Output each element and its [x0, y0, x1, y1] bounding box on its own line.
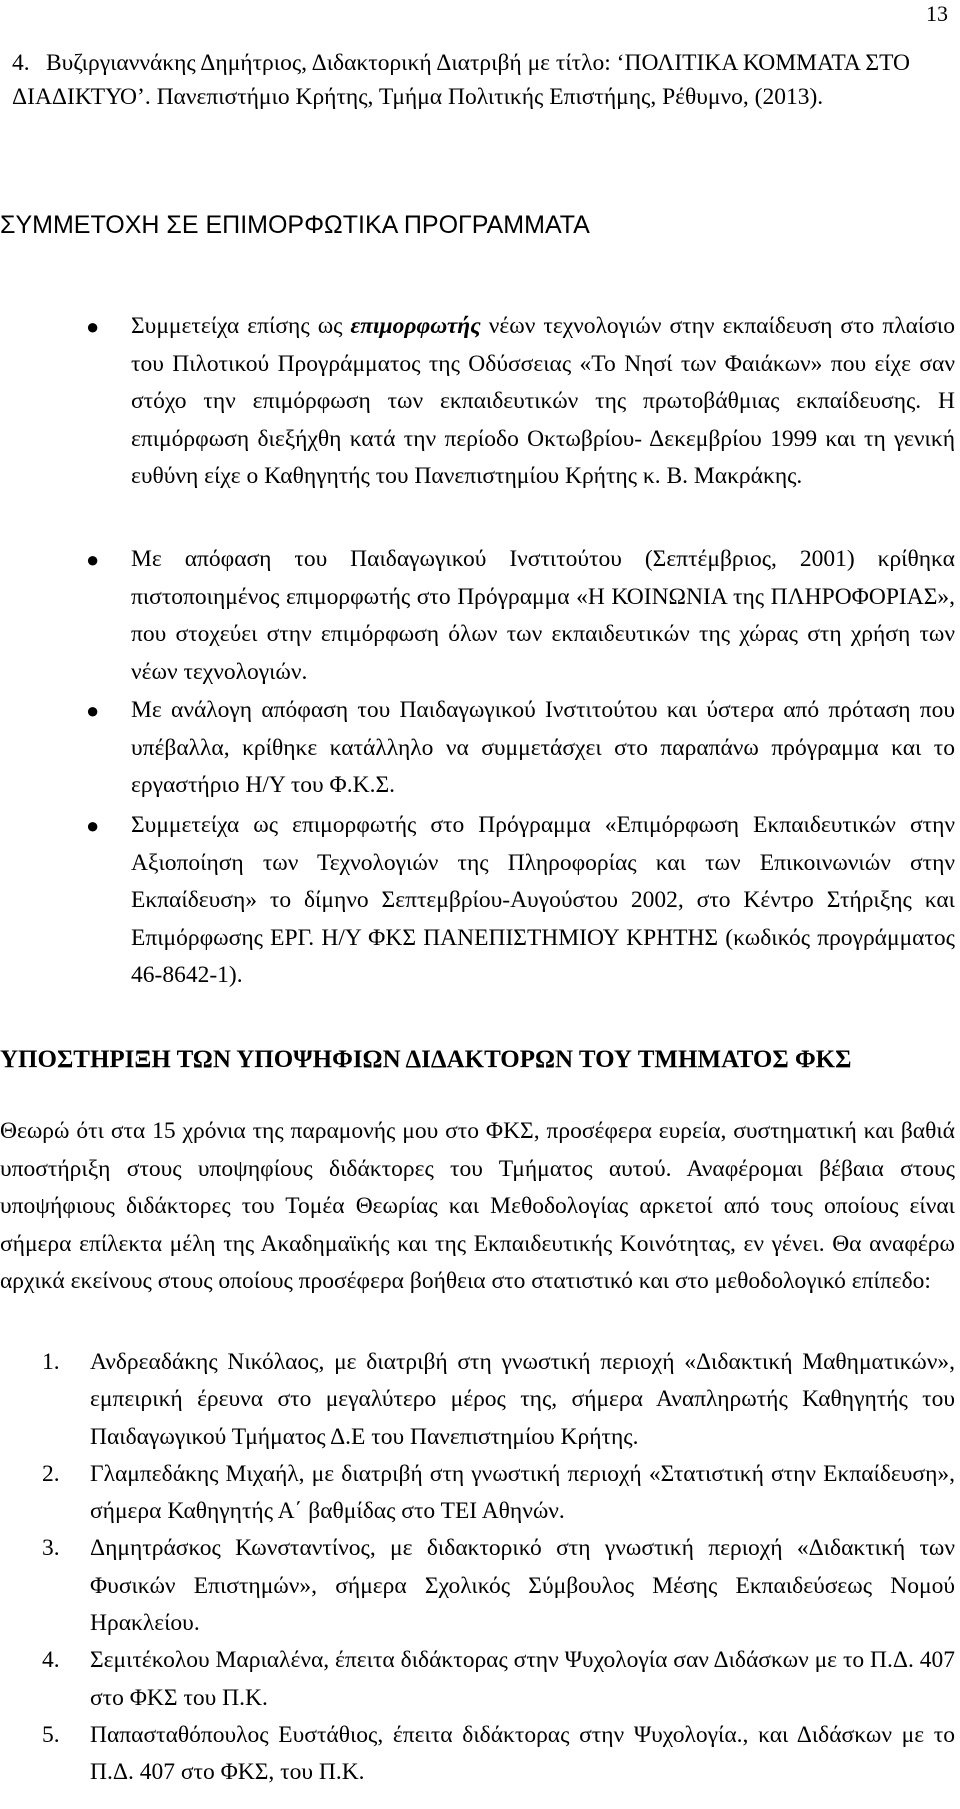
list-item-text: Γλαμπεδάκης Μιχαήλ, με διατριβή στη γνωστική περιοχή «Στατιστική στην Εκπαίδευση», σήμερα Καθηγητής Α΄ βαθμίδας στο ΤΕΙ Αθηνών. [90, 1460, 955, 1525]
bullet-item [0, 807, 955, 995]
list-item-number: 4. [42, 1647, 60, 1674]
list-item-text: Ανδρεαδάκης Νικόλαος, με διατριβή στη γνωστική περιοχή «Διδακτική Μαθηματικών», εμπειρική έρευνα στο μεγαλύτερο μέρος της, σήμερα Αναπληρωτής Καθηγητής του Παιδαγωγικού Τμήματος Δ.Ε του Πανεπιστημίου Κρήτης. [90, 1349, 955, 1450]
bullet-item [0, 541, 955, 692]
list-item-number: 2. [42, 1460, 60, 1487]
bullet-text-emphasis: επιμορφωτής [350, 313, 481, 339]
list-item [0, 1530, 955, 1642]
section-title-doctoral-support: ΥΠΟΣΤΗΡΙΞΗ ΤΩΝ ΥΠΟΨΗΦΙΩΝ ΔΙΔΑΚΤΟΡΩΝ ΤΟΥ ΤΜΗΜΑΤΟΣ ΦΚΣ [0, 1046, 852, 1073]
bullet-icon: ● [86, 813, 100, 838]
reference-number: 4. [12, 50, 30, 76]
list-item [0, 1642, 955, 1717]
list-item-number: 3. [42, 1535, 60, 1562]
list-item-text: Παπασταθόπουλος Ευστάθιος, έπειτα διδάκτορας στην Ψυχολογία., και Διδάσκων με το Π.Δ. 407 στο ΦΚΣ, του Π.Κ. [90, 1721, 955, 1786]
list-item-number: 5. [42, 1721, 60, 1748]
bullet-text: Συμμετείχα ως επιμορφωτής στο Πρόγραμμα «Επιμόρφωση Εκπαιδευτικών στην Αξιοποίηση των Τεχνολογιών της Πληροφορίας και των Επικοινωνιών στην Εκπαίδευση» το δίμηνο Σεπτεμβρίου-Αυγούστου 2002, στο Κέντρο Στήριξης και Επιμόρφωσης ΕΡΓ. Η/Υ ΦΚΣ ΠΑΝΕΠΙΣΤΗΜΙΟΥ ΚΡΗΤΗΣ (κωδικός προγράμματος 46-8642-1). [131, 812, 955, 988]
bullet-icon: ● [86, 547, 100, 572]
list-item [0, 1456, 955, 1531]
list-item-text: Δημητράσκος Κωνσταντίνος, με διδακτορικό στη γνωστική περιοχή «Διδακτική των Φυσικών Επιστημών», σήμερα Σχολικός Σύμβουλος Μέσης Εκπαιδεύσεως Νομού Ηρακλείου. [90, 1535, 955, 1637]
training-bullet-list [0, 308, 955, 995]
reference-entry [12, 46, 957, 114]
section-title-training: ΣΥΜΜΕΤΟΧΗ ΣΕ ΕΠΙΜΟΡΦΩΤΙΚΑ ΠΡΟΓΡΑΜΜΑΤΑ [0, 211, 590, 239]
bullet-text: Με ανάλογη απόφαση του Παιδαγωγικού Ινστιτούτου και ύστερα από πρόταση που υπέβαλλα, κρίθηκε κατάλληλο να συμμετάσχει στο παραπάνω πρόγραμμα και το εργαστήριο Η/Υ του Φ.Κ.Σ. [131, 697, 955, 798]
list-item [0, 1344, 955, 1456]
bullet-text-before: Συμμετείχα επίσης ως [131, 313, 351, 339]
reference-text: Βυζιργιαννάκης Δημήτριος, Διδακτορική Διατριβή με τίτλο: ‘ΠΟΛΙΤΙΚΑ ΚΟΜΜΑΤΑ ΣΤΟ ΔΙΑΔΙΚΤΥΟ’. Πανεπιστήμιο Κρήτης, Τμήμα Πολιτικής Επιστήμης, Ρέθυμνο, (2013). [12, 50, 910, 110]
doctoral-candidates-list [0, 1344, 955, 1792]
bullet-icon: ● [86, 698, 100, 723]
bullet-icon: ● [86, 314, 100, 339]
bullet-text-after: νέων τεχνολογιών στην εκπαίδευση στο πλαίσιο του Πιλοτικού Προγράμματος της Οδύσσειας «Το Νησί των Φαιάκων» που είχε σαν στόχο την επιμόρφωση των εκπαιδευτικών της πρωτοβάθμιας εκπαίδευσης. Η επιμόρφωση διεξήχθη κατά την περίοδο Οκτωβρίου- Δεκεμβρίου 1999 και τη γενική ευθύνη είχε ο Καθηγητής του Πανεπιστημίου Κρήτης κ. Β. Μακράκης. [131, 313, 955, 489]
list-item-text: Σεμιτέκολου Μαριαλένα, έπειτα διδάκτορας στην Ψυχολογία σαν Διδάσκων με το Π.Δ. 407 στο ΦΚΣ του Π.Κ. [90, 1647, 955, 1711]
bullet-item [0, 692, 955, 807]
bullet-item [0, 308, 955, 541]
page-number: 13 [926, 1, 948, 26]
bullet-text: Με απόφαση του Παιδαγωγικού Ινστιτούτου (Σεπτέμβριος, 2001) κρίθηκα πιστοποιημένος επιμορφωτής στο Πρόγραμμα «Η ΚΟΙΝΩΝΙΑ της ΠΛΗΡΟΦΟΡΙΑΣ», που στοχεύει στην επιμόρφωση όλων των εκπαιδευτικών της χώρας στη χρήση των νέων τεχνολογιών. [131, 546, 955, 685]
list-item [0, 1717, 955, 1792]
list-item-number: 1. [42, 1349, 60, 1375]
support-paragraph: Θεωρώ ότι στα 15 χρόνια της παραμονής μου στο ΦΚΣ, προσέφερα ευρεία, συστηματική και βαθιά υποστήριξη στους υποψηφίους διδάκτορες του Τμήματος αυτού. Αναφέρομαι βέβαια στους υποψήφιους διδάκτορες του Τομέα Θεωρίας και Μεθοδολογίας αρκετοί από τους οποίους είναι σήμερα επίλεκτα μέλη της Ακαδημαϊκής και της Εκπαιδευτικής Κοινότητας, εν γένει. Θα αναφέρω αρχικά εκείνους στους οποίους προσέφερα βοήθεια στο στατιστικό και στο μεθοδολογικό επίπεδο: [0, 1118, 955, 1295]
